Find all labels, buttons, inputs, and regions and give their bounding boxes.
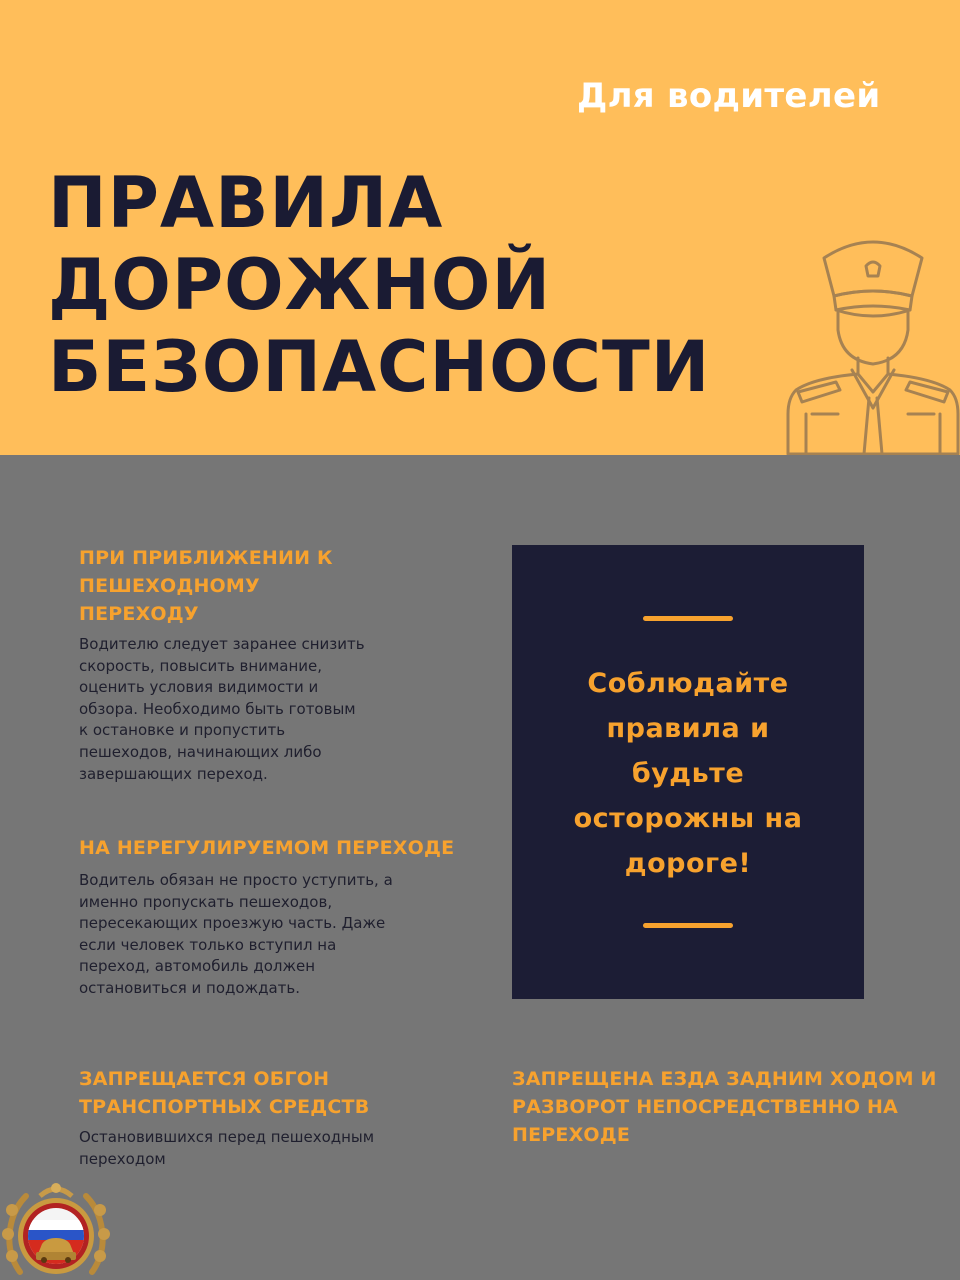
accent-bar-top [643, 616, 733, 621]
accent-bar-bottom [643, 923, 733, 928]
section-text-approaching-crossing [79, 634, 365, 785]
page-title [48, 162, 710, 408]
text-line: к остановке и пропустить [79, 721, 286, 740]
audience-subtitle: Для водителей [577, 76, 881, 116]
text-line: переходом [79, 1149, 166, 1168]
heading-line: ПЕШЕХОДНОМУ [79, 575, 260, 597]
traffic-police-emblem-icon [2, 1180, 110, 1280]
text-line: скорость, повысить внимание, [79, 656, 323, 675]
section-text-no-overtaking [79, 1127, 374, 1170]
callout-line: будьте [631, 758, 745, 789]
section-heading-unregulated-crossing [79, 834, 454, 862]
text-line: обзора. Необходимо быть готовым [79, 699, 356, 718]
heading-line: ПЕРЕХОДЕ [512, 1124, 631, 1146]
heading-line: ПРИ ПРИБЛИЖЕНИИ К [79, 547, 333, 569]
text-line: оценить условия видимости и [79, 678, 319, 697]
callout-line: осторожны на [573, 803, 803, 834]
heading-line: РАЗВОРОТ НЕПОСРЕДСТВЕННО НА [512, 1096, 899, 1118]
text-line: переход, автомобиль должен [79, 957, 316, 976]
text-line: если человек только вступил на [79, 935, 337, 954]
section-heading-no-reverse-uturn [512, 1065, 937, 1149]
callout-line: правила и [606, 713, 770, 744]
heading-line: НА НЕРЕГУЛИРУЕМОМ ПЕРЕХОДЕ [79, 837, 455, 859]
text-line: Водителю следует заранее снизить [79, 635, 365, 653]
section-text-unregulated-crossing [79, 870, 393, 1000]
text-line: остановиться и подождать. [79, 978, 301, 997]
heading-line: ЗАПРЕЩАЕТСЯ ОБГОН [79, 1068, 330, 1090]
traffic-officer-icon [784, 230, 960, 456]
hero-banner [0, 0, 960, 455]
heading-line: ЗАПРЕЩЕНА ЕЗДА ЗАДНИМ ХОДОМ И [512, 1068, 937, 1090]
callout-line: дороге! [624, 848, 752, 879]
callout-line: Соблюдайте [587, 668, 789, 699]
title-line: БЕЗОПАСНОСТИ [48, 326, 711, 408]
text-line: именно пропускать пешеходов, [79, 892, 333, 911]
safety-callout-box [512, 545, 864, 999]
section-heading-no-overtaking [79, 1065, 369, 1121]
text-line: пересекающих проезжую часть. Даже [79, 914, 386, 933]
heading-line: ТРАНСПОРТНЫХ СРЕДСТВ [79, 1096, 370, 1118]
text-line: завершающих переход. [79, 764, 268, 783]
section-heading-approaching-crossing [79, 544, 333, 628]
callout-message [512, 661, 864, 886]
heading-line: ПЕРЕХОДУ [79, 603, 199, 625]
text-line: Остановившихся перед пешеходным [79, 1128, 375, 1146]
title-line: ДОРОЖНОЙ [48, 244, 552, 326]
title-line: ПРАВИЛА [48, 162, 444, 244]
text-line: Водитель обязан не просто уступить, а [79, 871, 393, 889]
text-line: пешеходов, начинающих либо [79, 742, 322, 761]
